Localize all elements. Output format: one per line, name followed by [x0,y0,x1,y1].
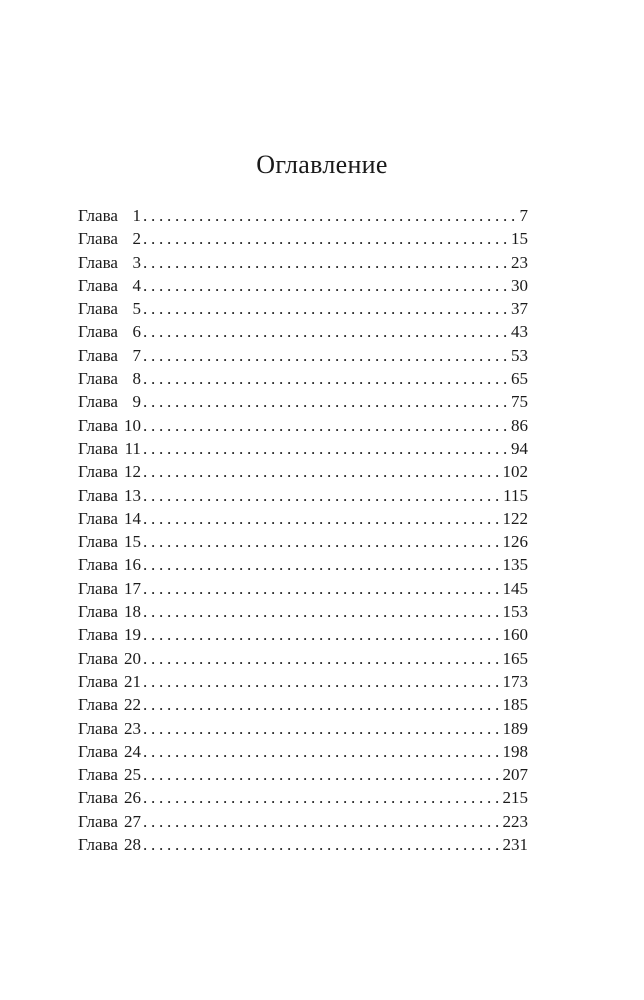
toc-chapter-number: 18 [123,602,141,622]
toc-chapter-number: 25 [123,765,141,785]
toc-entry-label [78,810,141,833]
toc-entry-label [78,763,141,786]
toc-chapter-number: 13 [123,485,141,505]
toc-entry[interactable] [78,647,528,670]
toc-chapter-word: Глава [78,392,118,412]
toc-page-number: 231 [502,835,528,855]
toc-page-number: 7 [519,206,528,225]
toc-entry-label [78,623,141,646]
toc-entry-label [78,484,141,507]
toc-page-number: 75 [511,392,528,412]
toc-chapter-word: Глава [78,462,118,482]
toc-chapter-word: Глава [78,438,118,458]
toc-entry-label [78,437,141,460]
toc-page-number: 153 [502,602,528,622]
toc-entry[interactable] [78,600,528,623]
toc-page-number: 207 [502,765,528,785]
toc-dot-leader [143,623,501,646]
toc-chapter-word: Глава [78,322,118,342]
toc-chapter-word: Глава [78,578,118,598]
toc-chapter-number: 6 [132,322,141,342]
toc-entry[interactable] [78,553,528,576]
toc-chapter-number: 8 [132,369,141,389]
toc-chapter-word: Глава [78,695,118,715]
toc-chapter-number: 24 [123,741,141,761]
toc-dot-leader [143,740,501,763]
toc-dot-leader [143,833,501,856]
toc-entry[interactable] [78,437,528,460]
toc-chapter-word: Глава [78,508,118,528]
toc-entry[interactable] [78,344,528,367]
toc-page-number: 185 [502,695,528,715]
toc-chapter-number: 17 [123,578,141,598]
toc-page-number: 102 [502,462,528,482]
toc-chapter-number: 4 [132,275,141,295]
toc-chapter-word: Глава [78,485,118,505]
toc-page-number: 65 [511,369,528,389]
toc-chapter-word: Глава [78,648,118,668]
toc-chapter-word: Глава [78,229,118,249]
toc-chapter-number: 14 [123,508,141,528]
toc-entry[interactable] [78,227,528,250]
toc-entry-label [78,786,141,809]
toc-entry-label [78,297,141,320]
toc-page-number: 223 [502,811,528,831]
toc-chapter-word: Глава [78,206,118,225]
toc-dot-leader [143,530,501,553]
toc-chapter-number: 26 [123,788,141,808]
toc-chapter-number: 23 [123,718,141,738]
toc-chapter-number: 20 [123,648,141,668]
toc-entry[interactable] [78,414,528,437]
toc-entry[interactable] [78,763,528,786]
toc-page-number: 122 [502,508,528,528]
toc-dot-leader [143,553,501,576]
toc-chapter-number: 27 [123,811,141,831]
toc-entry[interactable] [78,204,528,227]
table-of-contents [78,204,528,856]
toc-dot-leader [143,693,501,716]
toc-page-number: 198 [502,741,528,761]
toc-page-number: 94 [511,438,528,458]
toc-chapter-word: Глава [78,835,118,855]
toc-entry-label [78,600,141,623]
toc-page-number: 173 [502,671,528,691]
toc-dot-leader [143,274,509,297]
toc-dot-leader [143,577,501,600]
toc-entry-label [78,390,141,413]
toc-entry[interactable] [78,274,528,297]
toc-chapter-word: Глава [78,415,118,435]
toc-entry[interactable] [78,367,528,390]
toc-dot-leader [143,647,501,670]
toc-entry-label [78,717,141,740]
toc-entry[interactable] [78,390,528,413]
toc-chapter-number: 11 [124,438,141,458]
toc-chapter-word: Глава [78,555,118,575]
toc-dot-leader [143,786,501,809]
toc-chapter-word: Глава [78,602,118,622]
toc-entry[interactable] [78,670,528,693]
toc-chapter-number: 16 [123,555,141,575]
toc-entry-label [78,553,141,576]
toc-dot-leader [143,810,501,833]
toc-dot-leader [143,297,509,320]
toc-dot-leader [143,227,509,250]
toc-chapter-number: 19 [123,625,141,645]
toc-entry[interactable] [78,693,528,716]
toc-entry-label [78,670,141,693]
toc-entry[interactable] [78,251,528,274]
toc-entry-label [78,507,141,530]
toc-entry-label [78,530,141,553]
toc-entry-label [78,693,141,716]
toc-chapter-word: Глава [78,765,118,785]
toc-page-number: 215 [502,788,528,808]
toc-entry[interactable] [78,833,528,856]
toc-page-number: 43 [511,322,528,342]
toc-entry-label [78,740,141,763]
toc-page-number: 189 [502,718,528,738]
toc-dot-leader [143,204,518,227]
toc-entry-label [78,251,141,274]
toc-entry[interactable] [78,460,528,483]
toc-page-number: 145 [502,578,528,598]
toc-entry[interactable] [78,530,528,553]
toc-chapter-number: 3 [132,252,141,272]
toc-page-number: 165 [502,648,528,668]
toc-entry[interactable] [78,810,528,833]
toc-entry-label [78,320,141,343]
toc-entry-label [78,274,141,297]
toc-chapter-word: Глава [78,252,118,272]
toc-chapter-number: 10 [123,415,141,435]
toc-dot-leader [143,344,509,367]
toc-page-number: 160 [502,625,528,645]
toc-page-number: 23 [511,252,528,272]
toc-chapter-number: 15 [123,532,141,552]
toc-chapter-number: 7 [132,345,141,365]
toc-entry[interactable] [78,507,528,530]
toc-chapter-word: Глава [78,532,118,552]
toc-dot-leader [143,390,509,413]
toc-entry-label [78,647,141,670]
toc-chapter-number: 28 [123,835,141,855]
toc-entry[interactable] [78,320,528,343]
toc-dot-leader [143,763,501,786]
toc-page-number: 53 [511,345,528,365]
toc-page-number: 135 [502,555,528,575]
toc-entry-label [78,577,141,600]
toc-page-number: 15 [511,229,528,249]
toc-chapter-word: Глава [78,625,118,645]
toc-dot-leader [143,460,501,483]
toc-chapter-number: 12 [123,462,141,482]
toc-entry-label [78,204,141,227]
toc-chapter-word: Глава [78,718,118,738]
toc-entry-label [78,344,141,367]
toc-dot-leader [143,717,501,740]
toc-chapter-word: Глава [78,671,118,691]
toc-page-number: 115 [503,485,528,505]
toc-dot-leader [143,670,501,693]
toc-entry[interactable] [78,577,528,600]
toc-chapter-number: 2 [132,229,141,249]
toc-entry-label [78,227,141,250]
page-title: Оглавление [256,150,388,179]
toc-chapter-number: 1 [132,206,141,225]
toc-dot-leader [143,251,509,274]
toc-dot-leader [143,484,501,507]
toc-chapter-word: Глава [78,369,118,389]
toc-entry-label [78,367,141,390]
toc-page-number: 30 [511,275,528,295]
toc-entry[interactable] [78,484,528,507]
toc-chapter-word: Глава [78,741,118,761]
toc-chapter-number: 9 [132,392,141,412]
toc-dot-leader [143,414,509,437]
toc-dot-leader [143,320,509,343]
toc-entry-label [78,460,141,483]
toc-chapter-number: 5 [132,299,141,319]
toc-entry-label [78,833,141,856]
toc-entry[interactable] [78,623,528,646]
toc-entry[interactable] [78,717,528,740]
toc-page-number: 126 [502,532,528,552]
toc-chapter-number: 22 [123,695,141,715]
toc-chapter-word: Глава [78,345,118,365]
toc-entry[interactable] [78,297,528,320]
toc-entry[interactable] [78,786,528,809]
toc-chapter-word: Глава [78,811,118,831]
toc-dot-leader [143,600,501,623]
toc-chapter-word: Глава [78,275,118,295]
toc-chapter-word: Глава [78,788,118,808]
toc-chapter-word: Глава [78,299,118,319]
toc-dot-leader [143,367,509,390]
toc-page-number: 86 [511,415,528,435]
toc-entry-label [78,414,141,437]
toc-entry[interactable] [78,740,528,763]
toc-chapter-number: 21 [123,671,141,691]
toc-page-number: 37 [511,299,528,319]
toc-dot-leader [143,437,509,460]
toc-dot-leader [143,507,501,530]
